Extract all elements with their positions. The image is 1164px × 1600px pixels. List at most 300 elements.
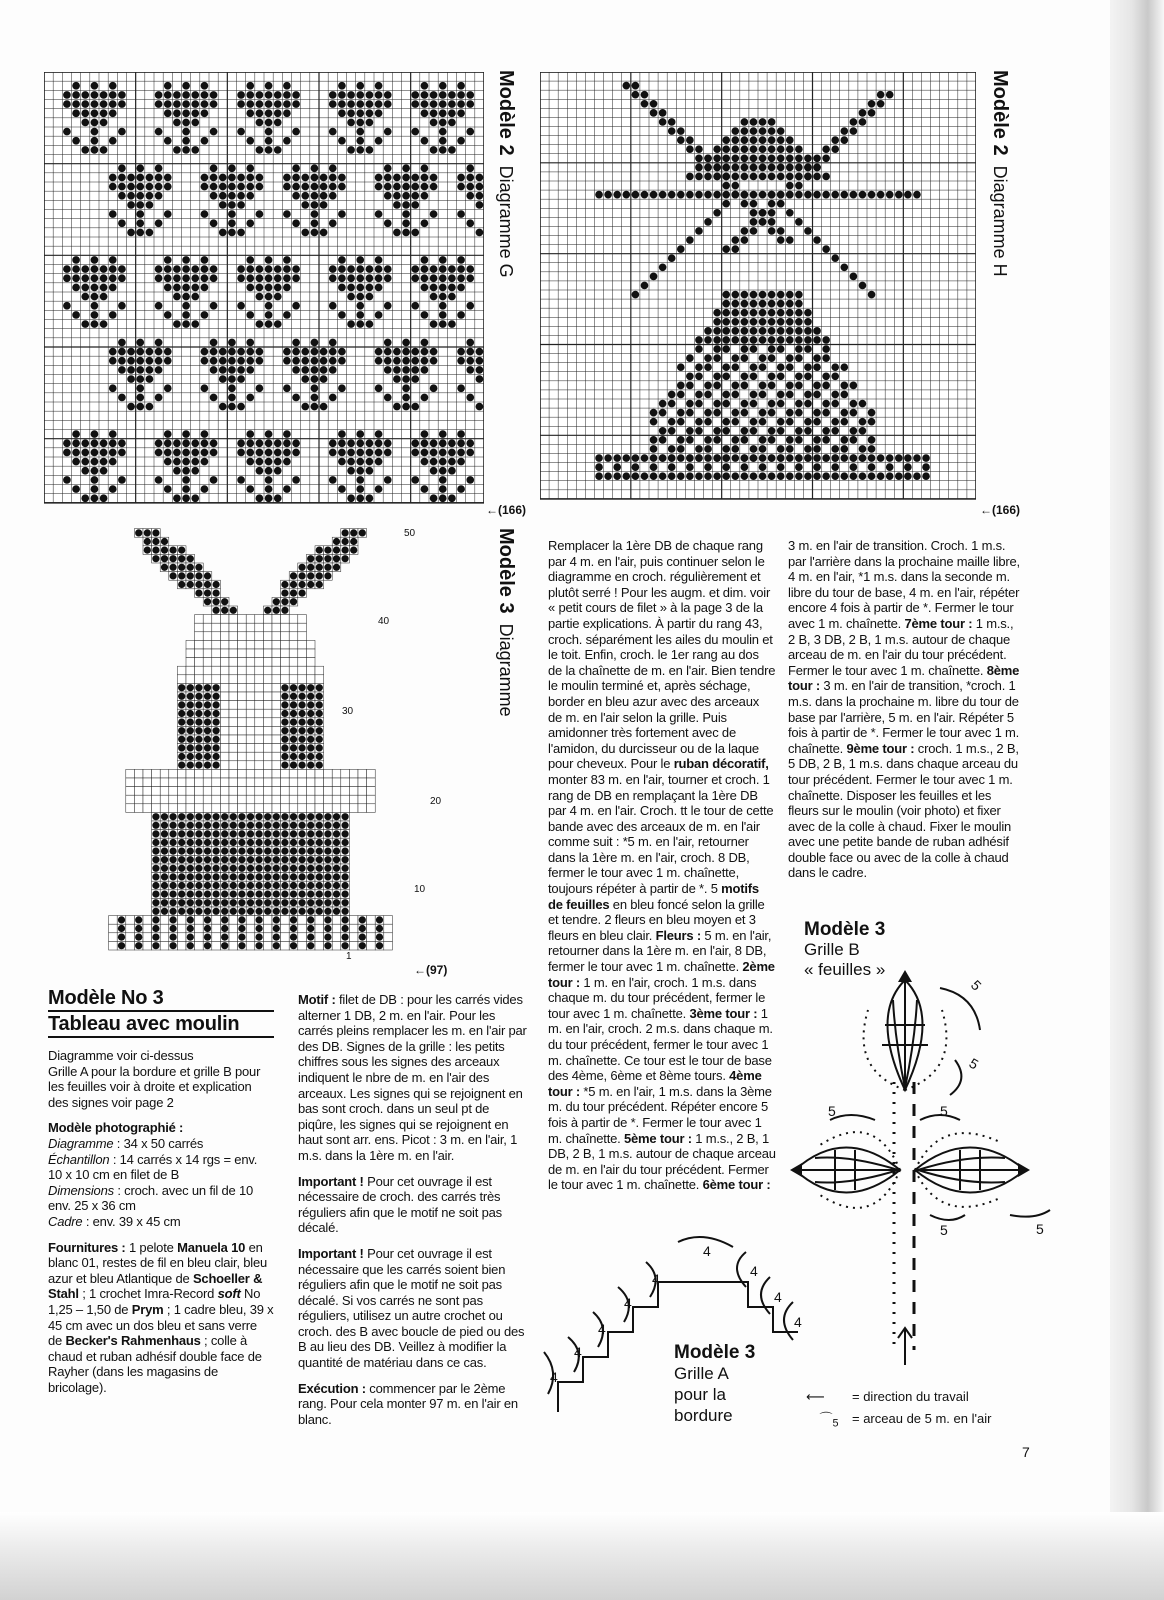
- filled-square: [273, 856, 280, 863]
- filled-square: [298, 873, 305, 880]
- grille-a-line1: Grille A: [674, 1364, 729, 1383]
- filled-square: [741, 354, 749, 362]
- filled-square: [457, 100, 465, 108]
- filled-square: [264, 865, 271, 872]
- filled-square: [274, 91, 282, 99]
- filled-square: [850, 118, 858, 126]
- filled-square: [338, 174, 346, 182]
- filled-square: [152, 908, 159, 915]
- filled-square: [187, 581, 194, 588]
- filled-square: [100, 449, 108, 457]
- filled-square: [161, 839, 168, 846]
- filled-square: [768, 173, 776, 181]
- filled-square: [750, 454, 758, 462]
- filled-square: [246, 109, 254, 117]
- filled-square: [366, 293, 374, 301]
- filled-square: [686, 191, 694, 199]
- filled-square: [613, 463, 621, 471]
- filled-square: [324, 572, 331, 579]
- filled-square: [246, 192, 254, 200]
- arc-label: 4: [652, 1271, 660, 1287]
- filled-square: [298, 718, 305, 725]
- filled-square: [356, 91, 364, 99]
- filled-square: [329, 219, 337, 227]
- filled-square: [466, 100, 474, 108]
- filled-square: [307, 916, 314, 923]
- filled-square: [281, 899, 288, 906]
- filled-square: [91, 284, 99, 292]
- filled-square: [273, 873, 280, 880]
- filled-square: [195, 847, 202, 854]
- filled-square: [768, 227, 776, 235]
- filled-square: [713, 345, 721, 353]
- filled-square: [329, 357, 337, 365]
- filled-square: [246, 219, 254, 227]
- filled-square: [476, 375, 484, 383]
- filled-square: [466, 192, 474, 200]
- filled-square: [237, 439, 245, 447]
- filled-square: [290, 933, 297, 940]
- filled-square: [311, 219, 319, 227]
- diagram-h-grid: [540, 72, 976, 504]
- filled-square: [448, 109, 456, 117]
- filled-square: [109, 284, 117, 292]
- filled-square: [91, 439, 99, 447]
- filled-square: [292, 394, 300, 402]
- filled-square: [292, 302, 300, 310]
- filled-square: [204, 830, 211, 837]
- filled-square: [804, 363, 812, 371]
- filled-square: [895, 472, 903, 480]
- filled-square: [72, 82, 80, 90]
- filled-square: [201, 174, 209, 182]
- filled-square: [316, 684, 323, 691]
- filled-square: [704, 409, 712, 417]
- filled-square: [109, 265, 117, 273]
- filled-square: [127, 229, 135, 237]
- filled-square: [161, 856, 168, 863]
- filled-square: [164, 174, 172, 182]
- filled-square: [329, 164, 337, 172]
- filled-square: [178, 830, 185, 837]
- filled-square: [366, 265, 374, 273]
- filled-square: [384, 183, 392, 191]
- filled-square: [641, 454, 649, 462]
- filled-square: [741, 409, 749, 417]
- filled-square: [822, 345, 830, 353]
- filled-square: [750, 391, 758, 399]
- filled-square: [63, 302, 71, 310]
- filled-square: [281, 882, 288, 889]
- filled-square: [741, 336, 749, 344]
- filled-square: [840, 445, 848, 453]
- arc-label: 5: [828, 1103, 836, 1119]
- filled-square: [237, 302, 245, 310]
- filled-square: [722, 200, 730, 208]
- filled-square: [731, 291, 739, 299]
- filled-square: [237, 91, 245, 99]
- filled-square: [877, 91, 885, 99]
- filled-square: [72, 458, 80, 466]
- filled-square: [238, 908, 245, 915]
- filled-square: [238, 942, 245, 949]
- filled-square: [457, 348, 465, 356]
- filled-square: [411, 229, 419, 237]
- filled-square: [161, 899, 168, 906]
- filled-square: [81, 91, 89, 99]
- filled-square: [178, 882, 185, 889]
- filled-square: [457, 485, 465, 493]
- filled-square: [384, 192, 392, 200]
- filled-square: [695, 336, 703, 344]
- arc-label: 4: [624, 1295, 632, 1311]
- filled-square: [109, 174, 117, 182]
- filled-square: [886, 454, 894, 462]
- filled-square: [466, 302, 474, 310]
- filled-square: [686, 382, 694, 390]
- filled-square: [255, 908, 262, 915]
- filled-square: [347, 265, 355, 273]
- filled-square: [265, 128, 273, 136]
- filled-square: [195, 830, 202, 837]
- grille-b-leaves-diagram: [790, 970, 1060, 1370]
- filled-square: [366, 109, 374, 117]
- filled-square: [686, 463, 694, 471]
- filled-square: [466, 219, 474, 227]
- filled-square: [333, 546, 340, 553]
- filled-square: [91, 128, 99, 136]
- filled-square: [118, 192, 126, 200]
- filled-square: [338, 284, 346, 292]
- filled-square: [195, 564, 202, 571]
- filled-square: [333, 899, 340, 906]
- filled-square: [722, 391, 730, 399]
- filled-square: [411, 403, 419, 411]
- photo-block: Modèle photographié : Diagramme : 34 x 50 carrés Échantillon : 14 carrés x 14 rgs = env. 10 x 10 cm en filet de B Dimensions : croch. avec un fil de 10 env. 25 x 36 cm Cadre : env. 39 x 45 cm: [48, 1120, 258, 1229]
- filled-square: [273, 598, 280, 605]
- legend: [806, 1386, 991, 1435]
- filled-square: [256, 109, 264, 117]
- filled-square: [246, 284, 254, 292]
- filled-square: [750, 418, 758, 426]
- filled-square: [333, 847, 340, 854]
- filled-square: [210, 339, 218, 347]
- filled-square: [178, 555, 185, 562]
- filled-square: [264, 813, 271, 820]
- filled-square: [238, 822, 245, 829]
- filled-square: [81, 265, 89, 273]
- filled-square: [677, 245, 685, 253]
- filled-square: [430, 449, 438, 457]
- filled-square: [265, 430, 273, 438]
- filled-square: [246, 274, 254, 282]
- filled-square: [786, 336, 794, 344]
- filled-square: [859, 109, 867, 117]
- filled-square: [281, 607, 288, 614]
- filled-square: [136, 403, 144, 411]
- diagram-3-label: Modèle 3 Diagramme: [495, 528, 517, 717]
- filled-square: [246, 439, 254, 447]
- filled-square: [173, 109, 181, 117]
- filled-square: [191, 284, 199, 292]
- filled-square: [201, 311, 209, 319]
- filled-square: [307, 865, 314, 872]
- filled-square: [324, 822, 331, 829]
- filled-square: [187, 555, 194, 562]
- filled-square: [195, 753, 202, 760]
- arc-label: 4: [574, 1344, 582, 1360]
- filled-square: [164, 91, 172, 99]
- filled-square: [402, 375, 410, 383]
- filled-square: [187, 693, 194, 700]
- filled-square: [713, 427, 721, 435]
- filled-square: [476, 229, 484, 237]
- filled-square: [146, 375, 154, 383]
- filled-square: [210, 91, 218, 99]
- filled-square: [164, 430, 172, 438]
- filled-square: [795, 291, 803, 299]
- filled-square: [195, 744, 202, 751]
- filled-square: [393, 403, 401, 411]
- filled-square: [301, 403, 309, 411]
- filled-square: [695, 145, 703, 153]
- filled-square: [281, 581, 288, 588]
- filled-square: [359, 529, 366, 536]
- filled-square: [750, 127, 758, 135]
- filled-square: [338, 210, 346, 218]
- filled-square: [822, 354, 830, 362]
- filled-square: [195, 701, 202, 708]
- filled-square: [201, 82, 209, 90]
- filled-square: [273, 942, 280, 949]
- filled-square: [402, 394, 410, 402]
- filled-square: [195, 693, 202, 700]
- filled-square: [298, 822, 305, 829]
- filled-square: [127, 192, 135, 200]
- filled-square: [195, 882, 202, 889]
- filled-square: [155, 164, 163, 172]
- filled-square: [307, 908, 314, 915]
- filled-square: [713, 154, 721, 162]
- filled-square: [246, 183, 254, 191]
- filled-square: [195, 908, 202, 915]
- filled-square: [91, 82, 99, 90]
- filled-square: [759, 382, 767, 390]
- filled-square: [356, 256, 364, 264]
- filled-square: [741, 454, 749, 462]
- filled-square: [273, 916, 280, 923]
- filled-square: [173, 146, 181, 154]
- filled-square: [311, 164, 319, 172]
- filled-square: [264, 847, 271, 854]
- filled-square: [152, 865, 159, 872]
- filled-square: [795, 463, 803, 471]
- filled-square: [212, 908, 219, 915]
- filled-square: [813, 191, 821, 199]
- filled-square: [813, 418, 821, 426]
- filled-square: [448, 146, 456, 154]
- filled-square: [164, 100, 172, 108]
- filled-square: [759, 218, 767, 226]
- filled-square: [731, 363, 739, 371]
- filled-square: [221, 813, 228, 820]
- filled-square: [173, 91, 181, 99]
- filled-square: [230, 847, 237, 854]
- filled-square: [219, 192, 227, 200]
- filled-square: [212, 847, 219, 854]
- filled-square: [439, 476, 447, 484]
- filled-square: [457, 109, 465, 117]
- filled-square: [320, 192, 328, 200]
- filled-square: [786, 291, 794, 299]
- filled-square: [237, 449, 245, 457]
- filled-square: [290, 693, 297, 700]
- filled-square: [298, 890, 305, 897]
- filled-square: [448, 274, 456, 282]
- filled-square: [448, 293, 456, 301]
- filled-square: [677, 445, 685, 453]
- filled-square: [256, 494, 264, 502]
- filled-square: [338, 384, 346, 392]
- filled-square: [741, 200, 749, 208]
- filled-square: [877, 100, 885, 108]
- filled-square: [274, 100, 282, 108]
- filled-square: [722, 363, 730, 371]
- filled-square: [152, 933, 159, 940]
- filled-square: [804, 472, 812, 480]
- filled-square: [750, 154, 758, 162]
- filled-square: [686, 436, 694, 444]
- filled-square: [421, 348, 429, 356]
- filled-square: [230, 899, 237, 906]
- filled-square: [316, 899, 323, 906]
- filled-square: [290, 701, 297, 708]
- filled-square: [338, 458, 346, 466]
- filled-square: [91, 293, 99, 301]
- filled-square: [81, 100, 89, 108]
- filled-square: [741, 136, 749, 144]
- filled-square: [292, 357, 300, 365]
- filled-square: [777, 400, 785, 408]
- filled-square: [301, 183, 309, 191]
- filled-square: [178, 908, 185, 915]
- filled-square: [813, 436, 821, 444]
- grille-a-line2: pour la: [674, 1385, 726, 1404]
- filled-square: [421, 458, 429, 466]
- filled-square: [178, 581, 185, 588]
- filled-square: [109, 384, 117, 392]
- filled-square: [265, 311, 273, 319]
- filled-square: [152, 873, 159, 880]
- filled-square: [191, 293, 199, 301]
- filled-square: [668, 191, 676, 199]
- filled-square: [375, 384, 383, 392]
- filled-square: [307, 882, 314, 889]
- filled-square: [187, 839, 194, 846]
- filled-square: [466, 476, 474, 484]
- filled-square: [182, 265, 190, 273]
- filled-square: [411, 366, 419, 374]
- filled-square: [201, 485, 209, 493]
- filled-square: [457, 284, 465, 292]
- filled-square: [813, 336, 821, 344]
- filled-square: [221, 607, 228, 614]
- filled-square: [795, 300, 803, 308]
- filled-square: [731, 145, 739, 153]
- filled-square: [768, 327, 776, 335]
- arc-label: 5: [940, 1222, 948, 1238]
- filled-square: [411, 201, 419, 209]
- filled-square: [204, 701, 211, 708]
- filled-square: [187, 753, 194, 760]
- filled-square: [169, 839, 176, 846]
- filled-square: [307, 710, 314, 717]
- filled-square: [274, 274, 282, 282]
- filled-square: [201, 284, 209, 292]
- filled-square: [191, 467, 199, 475]
- filled-square: [831, 254, 839, 262]
- filled-square: [109, 274, 117, 282]
- filled-square: [595, 463, 603, 471]
- filled-square: [265, 100, 273, 108]
- filled-square: [859, 418, 867, 426]
- filled-square: [274, 494, 282, 502]
- filled-square: [100, 439, 108, 447]
- filled-square: [868, 100, 876, 108]
- filled-square: [813, 472, 821, 480]
- filled-square: [786, 182, 794, 190]
- filled-square: [439, 467, 447, 475]
- filled-square: [307, 555, 314, 562]
- filled-square: [347, 439, 355, 447]
- filled-square: [650, 418, 658, 426]
- filled-square: [430, 467, 438, 475]
- filled-square: [91, 265, 99, 273]
- filled-square: [173, 284, 181, 292]
- filled-square: [632, 91, 640, 99]
- filled-square: [210, 449, 218, 457]
- filled-square: [448, 467, 456, 475]
- filled-square: [411, 375, 419, 383]
- filled-square: [668, 400, 676, 408]
- filled-square: [136, 384, 144, 392]
- filled-square: [777, 327, 785, 335]
- filled-square: [356, 274, 364, 282]
- filled-square: [375, 183, 383, 191]
- filled-square: [439, 302, 447, 310]
- filled-square: [273, 813, 280, 820]
- filled-square: [695, 191, 703, 199]
- filled-square: [298, 710, 305, 717]
- filled-square: [256, 439, 264, 447]
- filled-square: [668, 254, 676, 262]
- filled-square: [127, 174, 135, 182]
- filled-square: [316, 718, 323, 725]
- filled-square: [81, 146, 89, 154]
- filled-square: [795, 427, 803, 435]
- section-title: Modèle No 3: [48, 987, 164, 1009]
- filled-square: [246, 100, 254, 108]
- filled-square: [169, 890, 176, 897]
- filled-square: [256, 100, 264, 108]
- filled-square: [347, 494, 355, 502]
- filled-square: [741, 145, 749, 153]
- filled-square: [922, 472, 930, 480]
- filled-square: [439, 109, 447, 117]
- filled-square: [204, 890, 211, 897]
- filled-square: [136, 201, 144, 209]
- filled-square: [366, 449, 374, 457]
